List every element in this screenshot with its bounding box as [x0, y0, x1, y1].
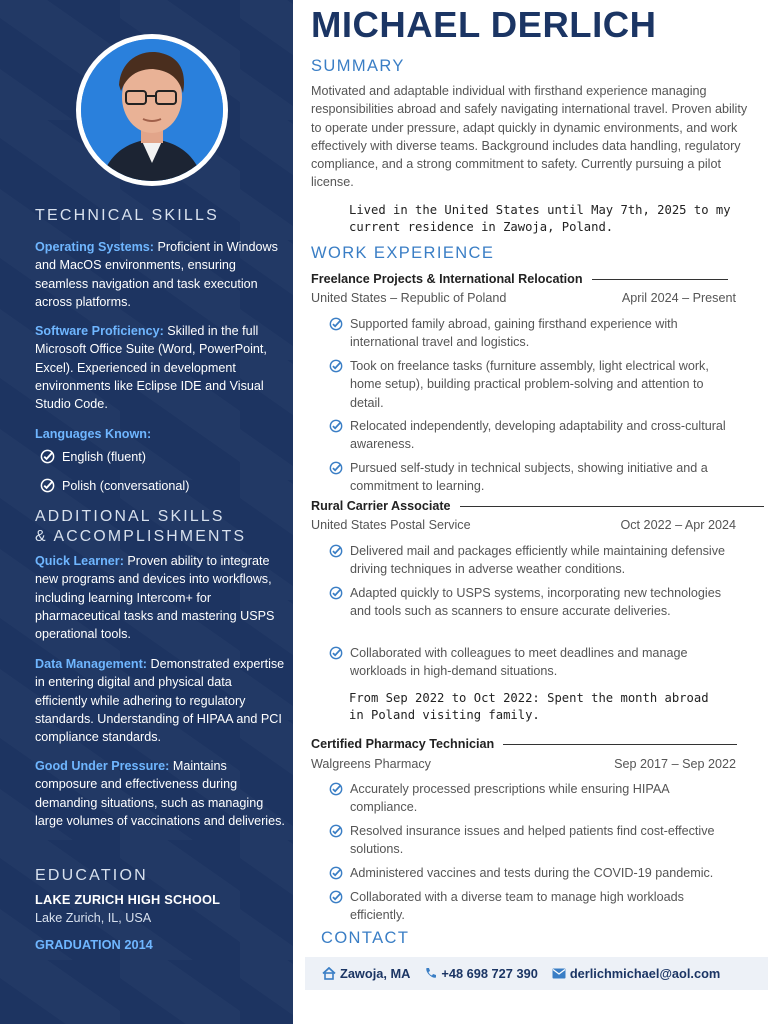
person-portrait-icon: [81, 39, 223, 181]
summary-heading: SUMMARY: [311, 57, 405, 75]
education-heading: EDUCATION: [35, 867, 148, 884]
divider: [503, 744, 737, 745]
job-title-text: Freelance Projects & International Relocation: [311, 272, 583, 286]
software-proficiency-text: Skilled in the full Microsoft Office Suite (Word, PowerPoint, Excel). Experienced in development environments like Eclipse IDE and Visual Studio Code.: [35, 324, 267, 412]
job-bullet: [329, 888, 729, 925]
software-proficiency-label: Software Proficiency:: [35, 324, 164, 338]
job-title: [311, 737, 737, 751]
profile-photo: [81, 39, 223, 181]
quick-learner-text: Proven ability to integrate new programs and devices into workflows, including learning Intercom+ for pharmaceutical tasks and mastering USPS operational tools.: [35, 554, 275, 642]
good-under-pressure-skill: [35, 757, 285, 830]
phone-icon: [424, 967, 437, 980]
check-circle-icon: [329, 782, 343, 796]
job-bullet-text: Collaborated with colleagues to meet deadlines and manage workloads in high-demand situations.: [350, 646, 688, 679]
data-management-label: Data Management:: [35, 657, 147, 671]
job-organization: United States Postal Service: [311, 518, 471, 532]
quick-learner-label: Quick Learner:: [35, 554, 124, 568]
job-bullet: [329, 459, 729, 496]
job-bullet-text: Collaborated with a diverse team to manage high workloads efficiently.: [350, 890, 684, 923]
email-icon: [552, 968, 566, 979]
contact-email[interactable]: [552, 966, 720, 981]
language-label: English (fluent): [62, 449, 146, 464]
contact-heading: CONTACT: [321, 929, 410, 947]
check-circle-icon: [329, 646, 343, 660]
check-circle-icon: [329, 544, 343, 558]
operating-systems-label: Operating Systems:: [35, 240, 154, 254]
job-organization: United States – Republic of Poland: [311, 291, 507, 305]
data-management-text: Demonstrated expertise in entering digital and physical data efficiently while adhering to regulatory standards. Understanding of HIPAA and PCI compliance standards.: [35, 657, 285, 745]
language-item: [40, 478, 189, 493]
job-dates: Sep 2017 – Sep 2022: [614, 757, 736, 771]
technical-skills-heading: TECHNICAL SKILLS: [35, 207, 219, 224]
job-bullet-text: Accurately processed prescriptions while ensuring HIPAA compliance.: [350, 782, 669, 815]
summary-text: Motivated and adaptable individual with firsthand experience managing responsibilities abroad and safely navigating international travel. Proven ability to operate under pressure, adapt quickly in dynamic environments, and work effectively with diverse teams. Background includes data handling, regulatory compliance, and a strong commitment to safety. Currently pursuing a pilot license.: [311, 84, 748, 190]
contact-location-text: Zawoja, MA: [340, 966, 411, 981]
job-bullet-text: Supported family abroad, gaining firsthand experience with international travel and logistics.: [350, 317, 678, 350]
check-circle-icon: [329, 359, 343, 373]
sidebar: [0, 0, 293, 1024]
divider: [460, 506, 764, 507]
work-experience-heading: WORK EXPERIENCE: [311, 244, 495, 262]
contact-phone[interactable]: [424, 966, 537, 981]
job-meta: [311, 518, 736, 532]
job-title: [311, 499, 764, 513]
job-bullet-text: Pursued self-study in technical subjects, showing initiative and a commitment to learning.: [350, 461, 708, 494]
additional-skills-heading-line1: ADDITIONAL SKILLS: [35, 508, 225, 525]
check-circle-icon: [329, 317, 343, 331]
contact-location: [322, 966, 410, 981]
job-title: [311, 272, 728, 286]
school-name: LAKE ZURICH HIGH SCHOOL: [35, 892, 221, 907]
job-bullet-text: Adapted quickly to USPS systems, incorporating new technologies and tools such as scanners to ensure accurate deliveries.: [350, 586, 722, 619]
job-bullet: [329, 315, 729, 352]
job-bullet-text: Relocated independently, developing adaptability and cross-cultural awareness.: [350, 419, 726, 452]
job-dates: Oct 2022 – Apr 2024: [620, 518, 736, 532]
additional-skills-heading-line2: & ACCOMPLISHMENTS: [35, 528, 247, 545]
divider: [592, 279, 728, 280]
graduation-year: GRADUATION 2014: [35, 937, 153, 952]
job-bullet: [329, 584, 729, 621]
job-organization: Walgreens Pharmacy: [311, 757, 431, 771]
poland-visit-note-line1: From Sep 2022 to Oct 2022: Spent the month abroad: [349, 691, 709, 705]
good-under-pressure-text: Maintains composure and effectiveness during demanding situations, such as managing large volumes of vaccinations and deliveries.: [35, 759, 285, 828]
poland-visit-note-line2: in Poland visiting family.: [349, 708, 540, 722]
job-meta: [311, 291, 736, 305]
language-item: [40, 449, 146, 464]
additional-skills-heading: [35, 507, 246, 547]
data-management-skill: [35, 655, 285, 746]
job-bullet: [329, 822, 729, 859]
check-circle-icon: [329, 890, 343, 904]
operating-systems-skill: [35, 238, 285, 311]
home-icon: [322, 967, 336, 980]
profile-photo-frame: [76, 34, 228, 186]
job-bullet: [329, 542, 729, 579]
check-circle-icon: [329, 866, 343, 880]
contact-email-text[interactable]: derlichmichael@aol.com: [569, 966, 721, 981]
contact-bar: [305, 957, 768, 990]
job-bullet-text: Delivered mail and packages efficiently while maintaining defensive driving techniques in adverse weather conditions.: [350, 544, 725, 577]
job-bullet: [329, 780, 729, 817]
residence-note: [349, 202, 731, 236]
job-title-text: Rural Carrier Associate: [311, 499, 451, 513]
job-bullet: [329, 357, 729, 412]
check-circle-icon: [329, 824, 343, 838]
quick-learner-skill: [35, 552, 285, 643]
good-under-pressure-label: Good Under Pressure:: [35, 759, 170, 773]
school-location: Lake Zurich, IL, USA: [35, 911, 152, 925]
residence-note-line1: Lived in the United States until May 7th, 2025 to my: [349, 203, 731, 217]
job-title-text: Certified Pharmacy Technician: [311, 737, 495, 751]
poland-visit-note: [349, 690, 709, 724]
job-bullet: [329, 644, 729, 681]
job-meta: [311, 757, 736, 771]
job-bullet-text: Resolved insurance issues and helped patients find cost-effective solutions.: [350, 824, 715, 857]
job-bullet-text: Took on freelance tasks (furniture assembly, light electrical work, home setup), building practical problem-solving and attention to detail.: [350, 359, 709, 410]
candidate-name: MICHAEL DERLICH: [311, 4, 657, 45]
language-label: Polish (conversational): [62, 478, 190, 493]
languages-label: Languages Known:: [35, 427, 152, 441]
residence-note-line2: current residence in Zawoja, Poland.: [349, 220, 614, 234]
contact-phone-text[interactable]: +48 698 727 390: [441, 966, 538, 981]
check-circle-icon: [329, 461, 343, 475]
job-dates: April 2024 – Present: [621, 291, 736, 305]
operating-systems-text: Proficient in Windows and MacOS environments, ensuring seamless navigation and task execution across platforms.: [35, 240, 278, 309]
check-circle-icon: [329, 419, 343, 433]
job-bullet: [329, 417, 729, 454]
software-proficiency-skill: [35, 322, 285, 413]
check-circle-icon: [329, 586, 343, 600]
check-circle-icon: [40, 478, 55, 493]
job-bullet: [329, 864, 739, 882]
check-circle-icon: [40, 449, 55, 464]
job-bullet-text: Administered vaccines and tests during the COVID-19 pandemic.: [350, 866, 714, 880]
